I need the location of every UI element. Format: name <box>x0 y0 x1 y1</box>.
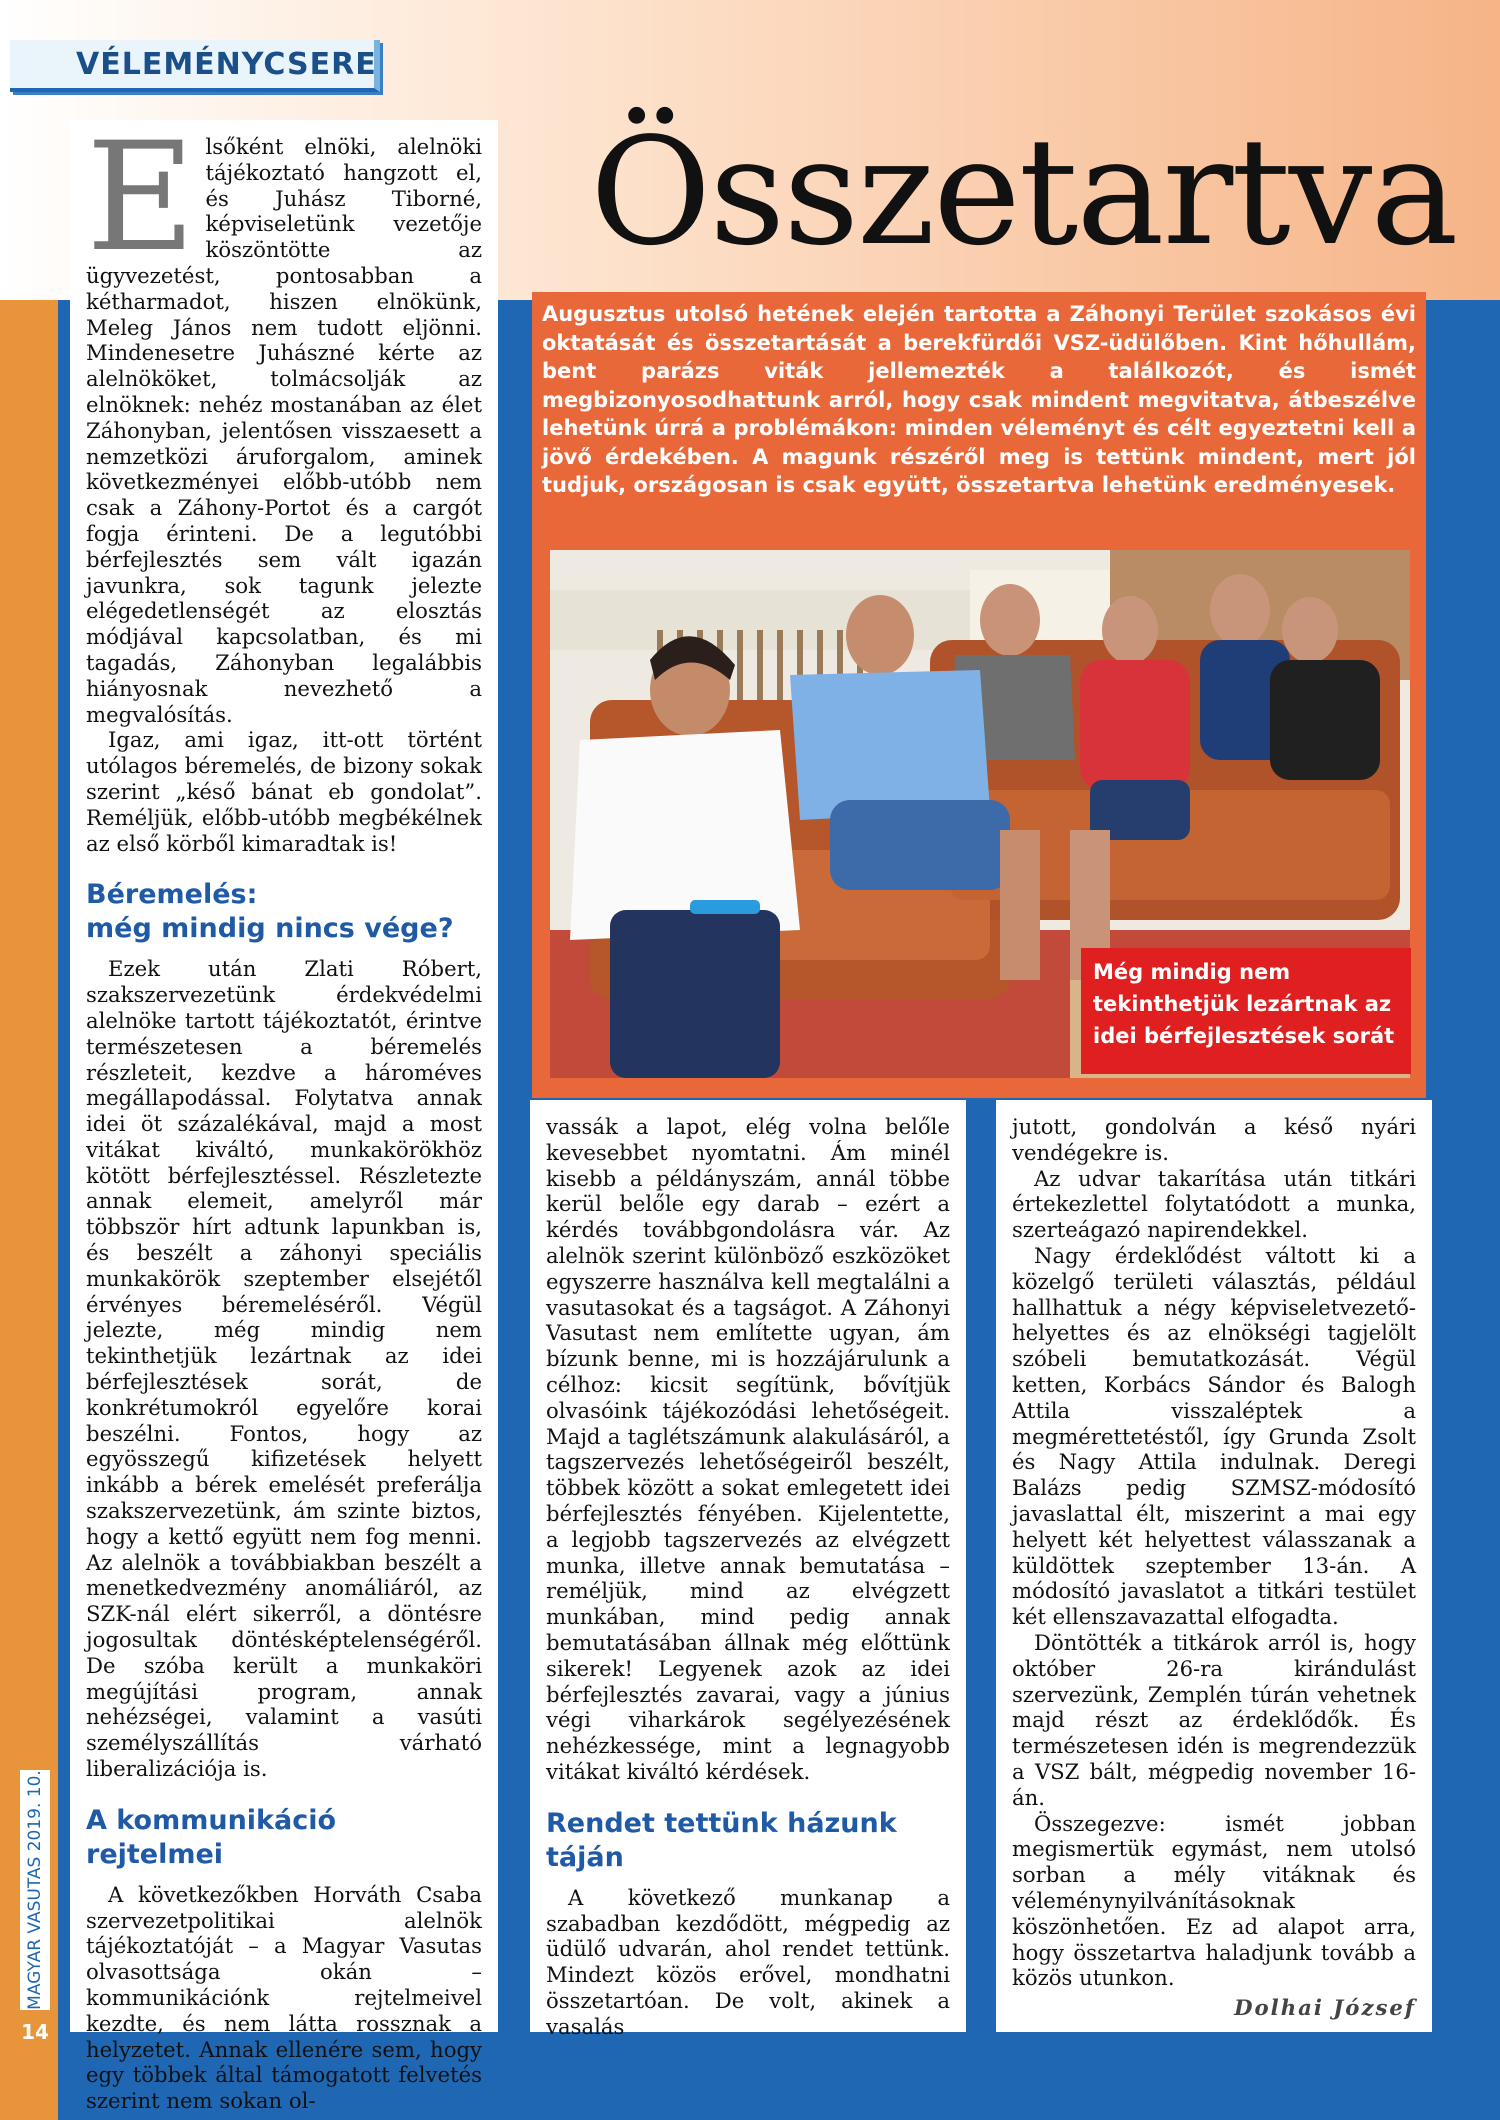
article-title: Összetartva <box>590 106 1457 278</box>
paragraph: Ezek után Zlati Róbert, szakszervezetünk érdekvédelmi alelnöke tartott tájékoztatót, érintve természetesen a béremelés részleteit, kezdve a hároméves megállapodással. Folytatva annak idei öt százalékával, majd a most vitákat kiváltó, munkakörökhöz kötött bérfejlesztéssel. Részletezte annak elemeit, amelyről már többször hírt adtunk lapunkban is, és beszélt a záhonyi speciális munkakörök szeptember elsejétől érvényes béremeléséről. Végül jelezte, még mindig nem tekinthetjük lezártnak az idei bérfejlesztések sorát, de konkrétumokról egyelőre korai beszélni. Fontos, hogy az egyösszegű kifizetések helyett inkább a bérek emelését preferálja szakszervezetünk, ám szinte biztos, hogy a kettő együtt nem fog menni. Az alelnök a továbbiakban beszélt a menetkedvezmény anomáliáról, az SZK-nál elért sikerről, a döntésre jogosultak döntésképtelenségéről. De szóba került a munkaköri megújítási program, annak nehézségei, valamint a vasúti személyszállítás várható liberalizációja is. <box>86 956 482 1782</box>
subheading-tidy-up: Rendet tettünk házunk táján <box>546 1807 897 1873</box>
subheading-line: Béremelés: <box>86 879 258 911</box>
paragraph: A következőkben Horváth Csaba szervezetpolitikai alelnök tájékoztatóját – a Magyar Vasutas olvasottsága okán – kommunikációnk rejtelmeivel kezdte, és nem látta rossznak a helyzetet. Annak ellenére sem, hogy egy többek által támogatott felvetés szerint nem sokan ol- <box>86 1881 482 2114</box>
paragraph: Nagy érdeklődést váltott ki a közelgő területi választás, például hallhattuk a négy képviseletvezető-helyettes és az elnökségi tagjelölt szóbeli bemutatkozását. Végül ketten, Korbács Sándor és Balogh Attila visszaléptek a megmérettetéstől, így Grunda Zsolt és Nagy Attila indulnak. Deregi Balázs pedig SZMSZ-módosító javaslattal élt, miszerint a mai egy helyett két helyettest válasszanak a küldöttek szeptember 13-án. A módosító javaslatot a titkári testület két ellenszavazattal elfogadta. <box>1012 1242 1416 1630</box>
intro-paragraph <box>86 111 482 727</box>
page-number: 14 <box>21 2020 49 2044</box>
paragraph: Összegezve: ismét jobban megismertük egymást, nem utolsó sorban a mély vitáknak és véleménynyilvánításoknak köszönhetően. Ez ad alapot arra, hogy összetartva haladjunk tovább a közös utunkon. <box>1012 1810 1416 1991</box>
magazine-issue-mark <box>20 1770 50 2010</box>
article-column-1 <box>70 111 498 2114</box>
intro-text: lsőként elnöki, alelnöki tájékoztató hangzott el, és Juhász Tiborné, képviseletünk vezetője köszöntötte az ügyvezetést, pontosabban a kétharmadot, hiszen elnökünk, Meleg János nem tudott eljönni. Mindenesetre Juhászné kérte az alelnököket, tolmácsolják az elnöknek: nehéz mostanában az élet Záhonyban, jelentősen visszaesett a nemzetközi áruforgalom, aminek következményei előbb-utóbb nem csak a Záhony-Portot és a cargót fogja érinteni. De a legutóbbi bérfejlesztés sem vált igazán javunkra, sok tagunk jelezte elégedetlenségét az elosztás módjával kapcsolatban, és mi tagadás, Záhonyban legalábbis hiányosnak nevezhető a megvalósítás. <box>86 134 482 727</box>
article-column-3 <box>996 1100 1432 2032</box>
paragraph: Igaz, ami igaz, itt-ott történt utólagos béremelés, de bizony sokak szerint „késő bánat eb gondolat”. Reméljük, előbb-utóbb megbékélnek az első körből kimaradtak is! <box>86 727 482 856</box>
paragraph: Döntötték a titkárok arról is, hogy október 26-ra kirándulást szervezünk, Zemplén túrán vehetnek majd részt az érdeklődők. És természetesen idén is megrendezzük a VSZ bált, mégpedig november 16-án. <box>1012 1629 1416 1810</box>
subheading-line: még mindig nincs vége? <box>86 913 454 945</box>
article-column-2 <box>530 1100 966 2039</box>
subheading-communication: A kommunikáció rejtelmei <box>86 1804 337 1870</box>
subheading-wage-increase <box>86 878 482 946</box>
photo-caption: Még mindig nem tekinthetjük lezártnak az idei bérfejlesztések sorát <box>1081 948 1411 1074</box>
drop-cap: E <box>86 111 196 285</box>
author-signature: Dolhai József <box>1234 1995 1416 2021</box>
section-tag-label: VÉLEMÉNYCSERE <box>76 46 377 82</box>
paragraph: A következő munkanap a szabadban kezdődött, mégpedig az üdülő udvarán, ahol rendet tettünk. Mindezt közös erővel, mondhatni összetartóan. De volt, akinek a vasalás <box>546 1884 950 2039</box>
issue-label: MAGYAR VASUTAS 2019. 10. <box>25 1770 46 2010</box>
paragraph: jutott, gondolván a késő nyári vendégekre is. <box>1012 1114 1416 1165</box>
lead-text: Augusztus utolsó hetének elején tartotta a Záhonyi Terület szokásos évi oktatását és összetartását a berekfürdői VSZ-üdülőben. Kint hőhullám, bent parázs viták jellemezték a találkozót, és ismét megbizonyosodhattunk arról, hogy csak mindent megvitatva, átbeszélve lehetünk úrrá a problémákon: minden véleményt és célt egyeztetni kell a jövő érdekében. A magunk részéről meg is tettünk mindent, mert jól tudjuk, országosan is csak együtt, összetartva lehetünk eredményesek. <box>542 302 1416 497</box>
paragraph: Az udvar takarítása után titkári értekezlettel folytatódott a munka, szerteágazó napirendekkel. <box>1012 1165 1416 1243</box>
paragraph: vassák a lapot, elég volna belőle kevesebbet nyomtatni. Ám minél kisebb a példányszám, annál többe kerül belőle egy darab – ezért a kérdés továbbgondolásra vár. Az alelnök szerint különböző eszközöket egyszerre használva kell megtalálni a vasutasokat és a tagságot. A Záhonyi Vasutast nem említette ugyan, ám bízunk benne, mi is hozzájárulunk a célhoz: kicsit segítünk, bővítjük olvasóink tájékozódási lehetőségeit. Majd a taglétszámunk alakulásáról, a tagszervezés lehetőségeiről beszélt, többek között a sokat emlegetett idei bérfejlesztés fényében. Kijelentette, a legjobb tagszervezés az elvégzett munka, illetve annak bemutatása – reméljük, mind az elvégzett munkában, mind pedig annak bemutatásában állnak még előttünk sikerek! Legyenek azok az idei bérfejlesztés zavarai, vagy a június végi viharkárok segélyezésének nehézkessége, mint a legnagyobb vitákat kiváltó kérdések. <box>546 1114 950 1784</box>
section-tag <box>10 40 380 92</box>
